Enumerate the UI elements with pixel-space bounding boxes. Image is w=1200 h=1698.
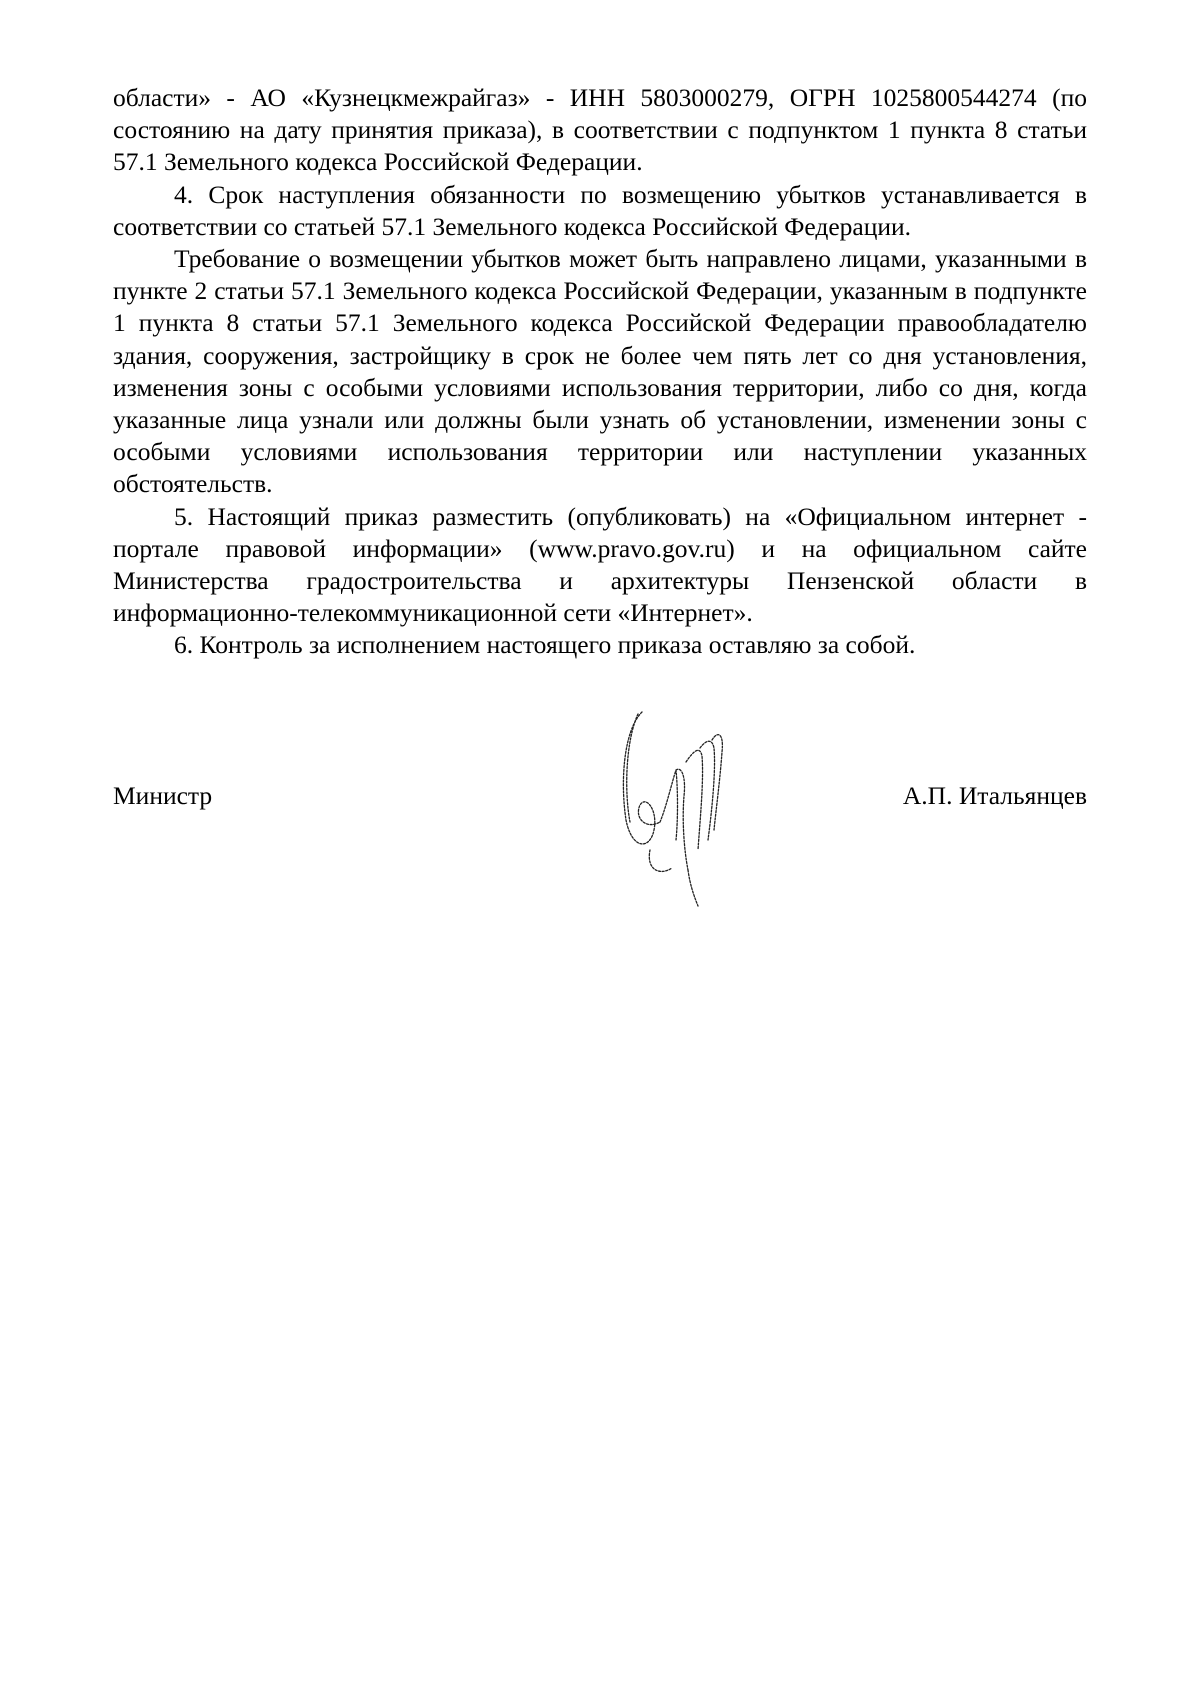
signature-block <box>113 780 1087 820</box>
paragraph-item-6: 6. Контроль за исполнением настоящего приказа оставляю за собой. <box>174 630 916 660</box>
document-body <box>113 82 1087 662</box>
signer-position: Министр <box>113 781 213 810</box>
paragraph-item-4: 4. Срок наступления обязанности по возмещению убытков устанавливается в соответствии со статьей 57.1 Земельного кодекса Российской Федерации. <box>113 179 1087 241</box>
signer-name: А.П. Итальянцев <box>902 781 1087 810</box>
paragraph-continuation: области» - АО «Кузнецкмежрайгаз» - ИНН 5803000279, ОГРН 1025800544274 (по состоянию на дату принятия приказа), в соответствии с подпунктом 1 пункта 8 статьи 57.1 Земельного кодекса Российской Федерации. <box>113 83 1087 177</box>
paragraph-damages-claim: Требование о возмещении убытков может быть направлено лицами, указанными в пункте 2 статьи 57.1 Земельного кодекса Российской Федерации, указанным в подпункте 1 пункта 8 статьи 57.1 Земельного кодекса Российской Федерации правообладателю здания, сооружения, застройщику в срок не более чем пять лет со дня установления, изменения зоны с особыми условиями использования территории, либо со дня, когда указанные лица узнали или должны были узнать об установлении, изменении зоны с особыми условиями использования территории или наступлении указанных обстоятельств. <box>113 244 1087 499</box>
paragraph-item-5: 5. Настоящий приказ разместить (опубликовать) на «Официальном интернет - портале правовой информации» (www.pravo.gov.ru) и на официальном сайте Министерства градостроительства и архитектуры Пензенской области в информационно-телекоммуникационной сети «Интернет». <box>113 501 1087 628</box>
